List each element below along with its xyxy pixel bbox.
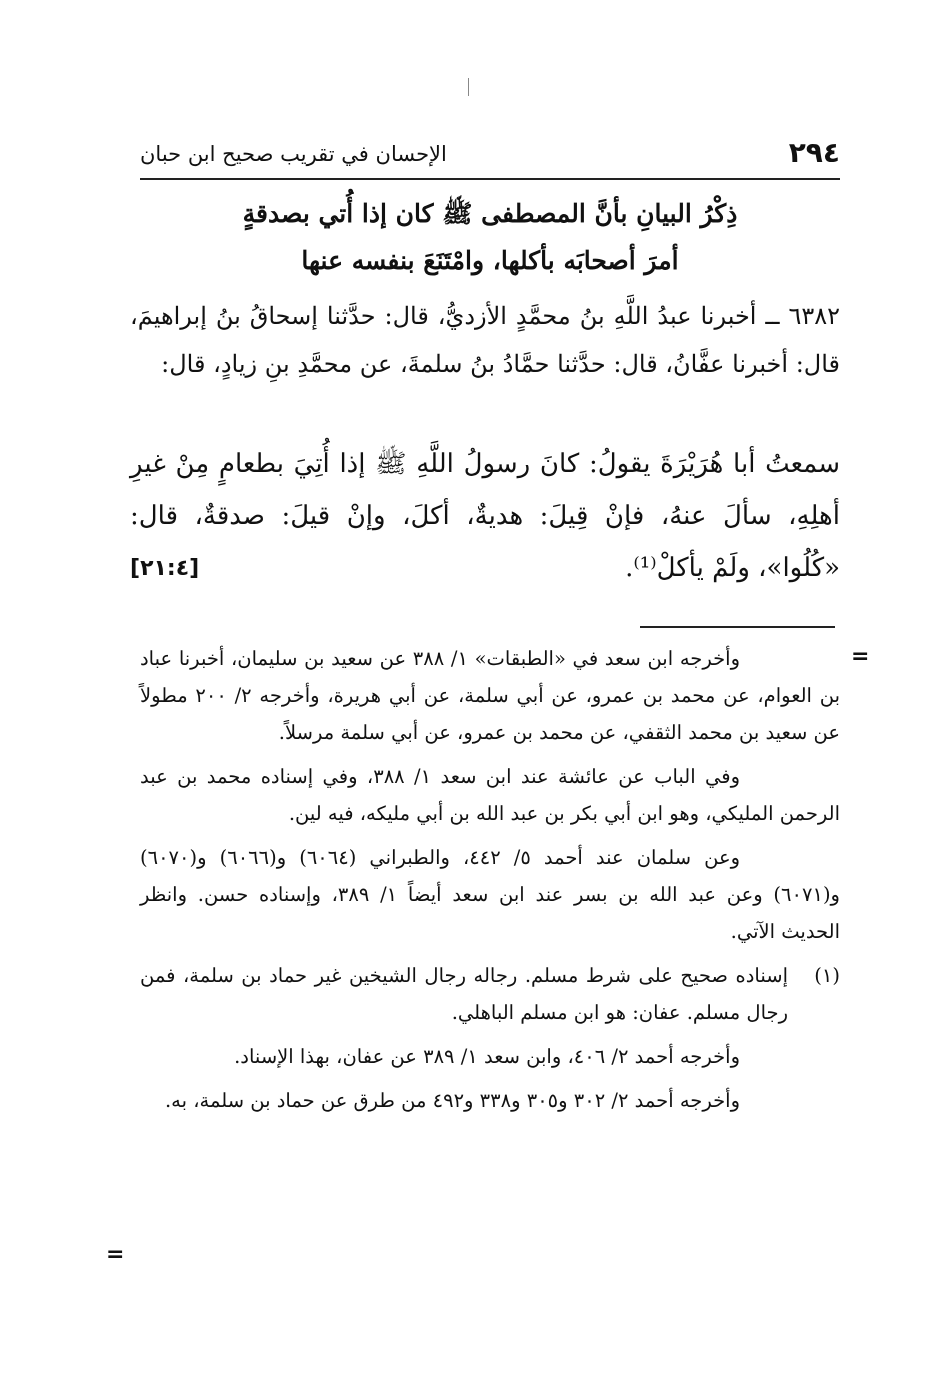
page-header (140, 128, 840, 180)
footnote-separator (640, 626, 835, 628)
footnote-1-text: إسناده صحيح على شرط مسلم. رجاله رجال الشيخين غير حماد بن سلمة، فمن رجال مسلم. عفان: هو ابن مسلم الباهلي. (140, 964, 788, 1024)
footnote-paragraph: وأخرجه أحمد ٢/ ٣٠٢ و٣٠٥ و٣٣٨ و٤٩٢ من طرق عن حماد بن سلمة، به. (164, 1089, 740, 1112)
footnotes (140, 640, 840, 1126)
chapter-heading (140, 190, 840, 284)
isnad-text: ٦٣٨٢ ــ أخبرنا عبدُ اللَّهِ بنُ محمَّدٍ الأزديُّ، قال: حدَّثنا إسحاقُ بنُ إبراهيمَ، قال: أخبرنا عفَّانُ، قال: حدَّثنا حمَّادُ بنُ سلمةَ، عن محمَّدِ بنِ زيادٍ، قال: (130, 302, 840, 378)
footnote-1-number: (١) (814, 964, 840, 987)
continuation-mark-top: = (851, 644, 870, 669)
chapter-heading-line-1: ذِكْرُ البيانِ بأنَّ المصطفى ﷺ كان إذا أُتي بصدقةٍ (242, 199, 738, 228)
chapter-heading-line-2: أمرَ أصحابَه بأكلها، وامْتَنَعَ بنفسه عنها (301, 246, 679, 275)
footnote-paragraph: وأخرجه ابن سعد في «الطبقات» ١/ ٣٨٨ عن سعيد بن سليمان، أخبرنا عباد بن العوام، عن محمد بن عمرو، عن أبي سلمة، عن أبي هريرة، وأخرجه ٢/ ٢٠٠ مطولاً عن سعيد بن محمد الثقفي، عن محمد بن عمرو، عن أبي سلمة مرسلاً. (140, 647, 840, 744)
footnote-paragraph: وعن سلمان عند أحمد ٥/ ٤٤٢، والطبراني (٦٠٦٤) و(٦٠٦٦) و(٦٠٧٠) و(٦٠٧١) وعن عبد الله بن بسر عند ابن سعد أيضاً ١/ ٣٨٩، وإسناده حسن. وانظر الحديث الآتي. (140, 846, 840, 943)
continuation-mark-bottom: = (106, 1242, 125, 1267)
footnote-1 (140, 957, 840, 1031)
hadith-isnad (130, 292, 840, 388)
hadith-reference: [٢١:٤] (130, 556, 200, 581)
scan-mark (468, 78, 469, 96)
running-title: الإحسان في تقريب صحيح ابن حبان (140, 142, 447, 166)
hadith-matn (130, 438, 840, 594)
matn-text: سمعتُ أبا هُرَيْرَةَ يقولُ: كانَ رسولُ اللَّهِ ﷺ إذا أُتِيَ بطعامٍ مِنْ غيرِ أهلِهِ، سألَ عنهُ، فإنْ قِيلَ: هديةٌ، أكلَ، وإنْ قيلَ: صدقةٌ، قال: «كُلُوا»، ولَمْ يأكلْ⁽¹⁾. (130, 449, 840, 583)
footnote-paragraph: وفي الباب عن عائشة عند ابن سعد ١/ ٣٨٨، وفي إسناده محمد بن عبد الرحمن المليكي، وهو ابن أبي بكر بن عبد الله بن أبي مليكه، فيه لين. (140, 765, 840, 825)
page-number: ٢٩٤ (788, 136, 840, 169)
footnote-paragraph: وأخرجه أحمد ٢/ ٤٠٦، وابن سعد ١/ ٣٨٩ عن عفان، بهذا الإسناد. (234, 1045, 740, 1068)
